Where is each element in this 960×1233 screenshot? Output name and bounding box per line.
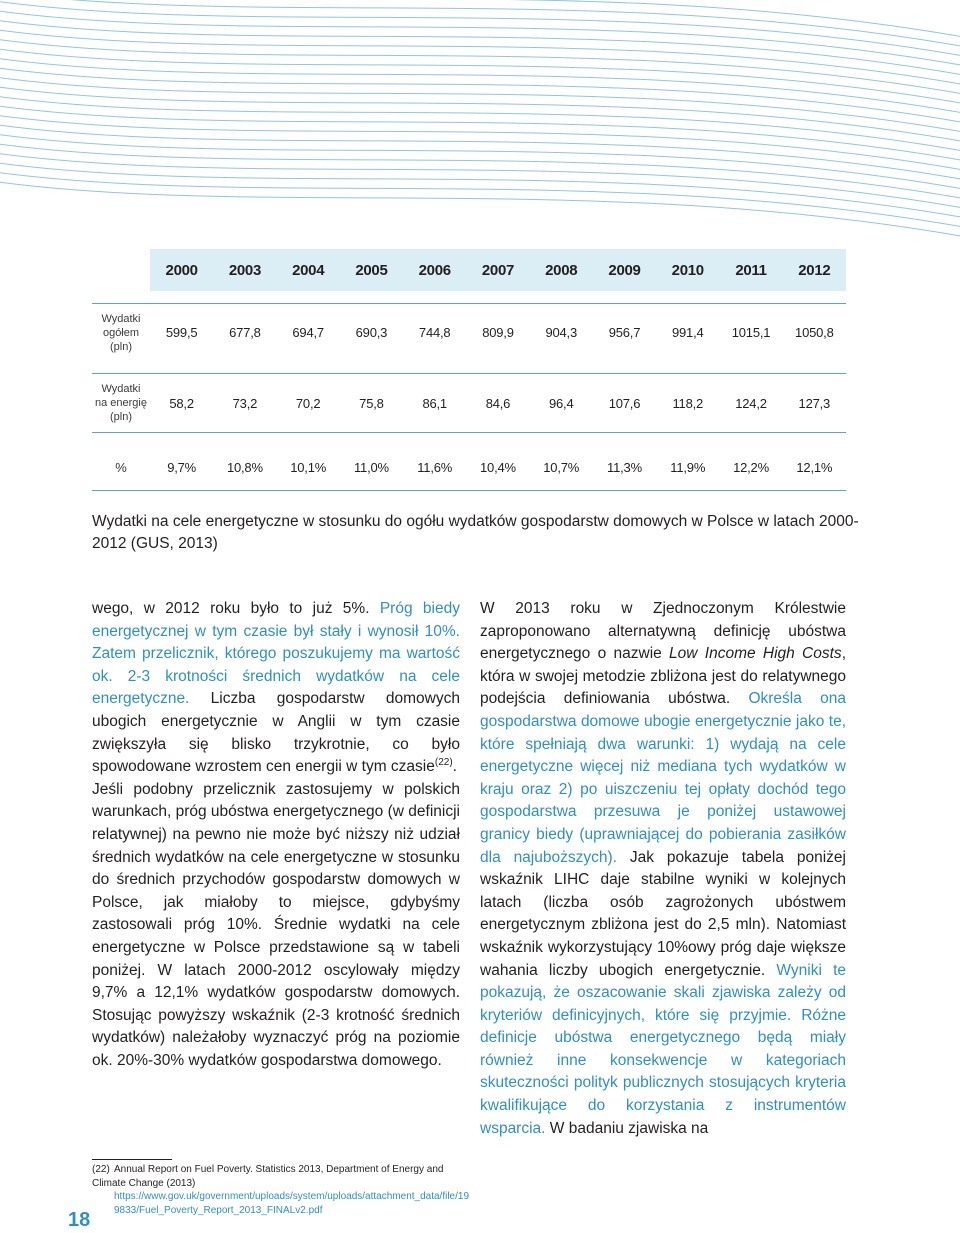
text-run: Jak pokazuje tabela poniżej wskaźnik LIHC daje stabilne wyniki w kolejnych latach (liczba osób zagrożonych ubóstwem energetycznym zbliżona jest do 2,5 mln). Natomiast wskaźnik wykorzystujący 10%owy próg daje większe wahania liczby ubogich energetycznie. — [480, 848, 846, 979]
year-header: 2000 — [150, 249, 213, 291]
table-cell: 956,7 — [593, 304, 656, 362]
wave-line — [0, 180, 960, 240]
footnote-link[interactable]: https://www.gov.uk/government/uploads/system/uploads/attachment_data/file/199833/Fuel_Poverty_Report_2013_FINALv2.pdf — [114, 1191, 470, 1216]
footnote-text: Annual Report on Fuel Poverty. Statistics 2013, Department of Energy and Climate Change (2013) — [92, 1164, 444, 1189]
wave-line — [0, 161, 960, 221]
wave-line — [0, 28, 960, 88]
wave-line — [0, 170, 960, 230]
table-cell: 127,3 — [783, 374, 846, 433]
table-cell: 96,4 — [530, 374, 593, 433]
table-spacer — [92, 291, 846, 304]
table-cell: 70,2 — [277, 374, 340, 433]
wave-line — [0, 94, 960, 154]
table-cell: 744,8 — [403, 304, 466, 362]
table-cell: 11,6% — [403, 445, 466, 491]
left-text-column — [92, 598, 460, 1072]
table-cell: 73,2 — [213, 374, 276, 433]
row-label-line: na energię — [95, 397, 147, 409]
table-cell: 1050,8 — [783, 304, 846, 362]
table-cell: 58,2 — [150, 374, 213, 433]
table-row-percentage — [92, 445, 846, 491]
year-header: 2005 — [340, 249, 403, 291]
table-cell: 86,1 — [403, 374, 466, 433]
decorative-wave-lines — [0, 0, 960, 240]
wave-line — [0, 0, 960, 40]
row-label-line: ogółem — [102, 326, 140, 339]
table-cell: 107,6 — [593, 374, 656, 433]
row-label-line: % — [115, 459, 127, 475]
table-cell: 75,8 — [340, 374, 403, 433]
table-caption: Wydatki na cele energetyczne w stosunku do ogółu wydatków gospodarstw domowych w Polsce w latach 2000-2012 (GUS, 2013) — [92, 513, 859, 552]
table-cell: 11,0% — [340, 445, 403, 491]
year-header: 2008 — [530, 249, 593, 291]
year-header: 2009 — [593, 249, 656, 291]
wave-line — [0, 47, 960, 107]
row-label — [92, 304, 150, 362]
highlighted-text: Wyniki te pokazują, że oszacowanie skali zjawiska zależy od kryteriów definicyjnych, które się przyjmie. Różne definicje ubóstwa energetycznego będą miały również inne konsekwencje w kategoriach skuteczności polityk publicznych stosujących kryteria kwalifikujące do korzystania z instrumentów wsparcia. — [480, 961, 847, 1137]
wave-line — [0, 123, 960, 183]
table-cell: 124,2 — [719, 374, 782, 433]
wave-line — [0, 9, 960, 69]
wave-line — [0, 37, 960, 97]
row-label — [92, 445, 150, 491]
table-cell: 599,5 — [150, 304, 213, 362]
year-header: 2012 — [783, 249, 846, 291]
table-cell: 84,6 — [466, 374, 529, 433]
right-text-column — [480, 598, 846, 1140]
year-header: 2011 — [719, 249, 782, 291]
row-label-line: (pln) — [109, 340, 132, 353]
paragraph — [92, 598, 460, 779]
text-run: Liczba gospodarstw domowych ubogich energetycznie w Anglii w tym czasie zwiększyła się blisko trzykrotnie, co było spowodowane wzrostem cen energii w tym czasie — [92, 690, 460, 776]
wave-line — [0, 85, 960, 145]
table-cell: 12,2% — [719, 445, 782, 491]
text-run: wego, w 2012 roku było to już 5%. — [92, 600, 380, 617]
highlighted-text: Określa ona gospodarstwa domowe ubogie energetycznie jako te, które spełniają dwa warunki: 1) wydają na cele energetyczne więcej niż mediana tych wydatków w kraju oraz 2) po uiszczeniu tej opłaty dochód tego gospodarstwa przesuwa je poniżej ustawowej granicy biedy (uprawniającej do pobierania zasiłków dla najuboższych). — [480, 690, 846, 866]
footnote-text-line — [92, 1163, 470, 1190]
table-spacer — [92, 433, 846, 446]
energy-expenditure-table — [92, 249, 846, 491]
table-cell: 10,1% — [277, 445, 340, 491]
row-label-line: (pln) — [109, 411, 132, 423]
table-row-energy-expenditure — [92, 374, 846, 433]
table-cell: 10,7% — [530, 445, 593, 491]
text-run: . — [452, 758, 457, 776]
year-header: 2004 — [277, 249, 340, 291]
table-header-row — [92, 249, 846, 291]
row-label-line: Wydatki — [101, 383, 141, 395]
footnote-link-line — [92, 1190, 470, 1217]
text-run: W badaniu zjawiska na — [545, 1119, 709, 1137]
year-header: 2006 — [403, 249, 466, 291]
table-cell: 694,7 — [277, 304, 340, 362]
footnote — [92, 1163, 470, 1217]
page-number: 18 — [68, 1209, 91, 1231]
table-cell: 809,9 — [466, 304, 529, 362]
table-cell: 10,8% — [213, 445, 276, 491]
table-cell: 10,4% — [466, 445, 529, 491]
year-header: 2007 — [466, 249, 529, 291]
year-header: 2010 — [656, 249, 719, 291]
wave-line — [0, 18, 960, 78]
table-cell: 11,9% — [656, 445, 719, 491]
highlighted-text: Próg biedy energetycznej w tym czasie był stały i wynosił 10%. Zatem przelicznik, którego poszukujemy ma wartość ok. 2-3 krotności średnich wydatków na cele energetyczne. — [92, 600, 460, 708]
year-header: 2003 — [213, 249, 276, 291]
paragraph: Jeśli podobny przelicznik zastosujemy w polskich warunkach, próg ubóstwa energetycznego (w definicji relatywnej) na pewno nie może być niższy niż udział średnich wydatków na cele energetyczne w stosunku do średnich przychodów gospodarstw domowych w Polsce, jak miałoby to miejsce, gdybyśmy zastosowali próg 10%. Średnie wydatki na cele energetyczne w Polsce przedstawione są w tabeli poniżej. W latach 2000-2012 oscylowały między 9,7% a 12,1% wydatków gospodarstw domowych. Stosując powyższy wskaźnik (2-3 krotność średnich wydatków) należałoby wyznaczyć próg na poziomie ok. 20%-30% wydatków gospodarstwa domowego. — [92, 780, 460, 1069]
italic-term: Low Income High Costs — [669, 645, 842, 663]
table-cell: 904,3 — [530, 304, 593, 362]
table-cell: 991,4 — [656, 304, 719, 362]
wave-line — [0, 113, 960, 173]
paragraph — [480, 598, 846, 1140]
table-cell: 11,3% — [593, 445, 656, 491]
wave-line — [0, 142, 960, 202]
table-corner-cell — [92, 249, 150, 291]
text-run: , która w swojej metodzie zbliżona jest do relatywnego podejścia definiowania ubóstwa. — [480, 645, 846, 708]
footnote-reference: (22) — [434, 757, 453, 768]
table-cell: 677,8 — [213, 304, 276, 362]
table-cell: 9,7% — [150, 445, 213, 491]
row-label — [92, 374, 150, 433]
wave-line — [0, 66, 960, 126]
wave-line — [0, 56, 960, 116]
table-cell: 118,2 — [656, 374, 719, 433]
row-label-line: Wydatki — [101, 312, 141, 325]
table-row-total-expenditure — [92, 304, 846, 362]
footnote-number: (22) — [92, 1164, 110, 1175]
table-spacer — [92, 361, 846, 374]
table-cell: 12,1% — [783, 445, 846, 491]
footnote-divider — [92, 1159, 172, 1160]
text-run: W 2013 roku w Zjednoczonym Królestwie zaproponowano alternatywną definicję ubóstwa energetycznego o nazwie — [480, 600, 846, 663]
wave-line — [0, 132, 960, 192]
table-cell: 690,3 — [340, 304, 403, 362]
table-cell: 1015,1 — [719, 304, 782, 362]
wave-line — [0, 75, 960, 135]
wave-line — [0, 104, 960, 164]
wave-line — [0, 151, 960, 211]
